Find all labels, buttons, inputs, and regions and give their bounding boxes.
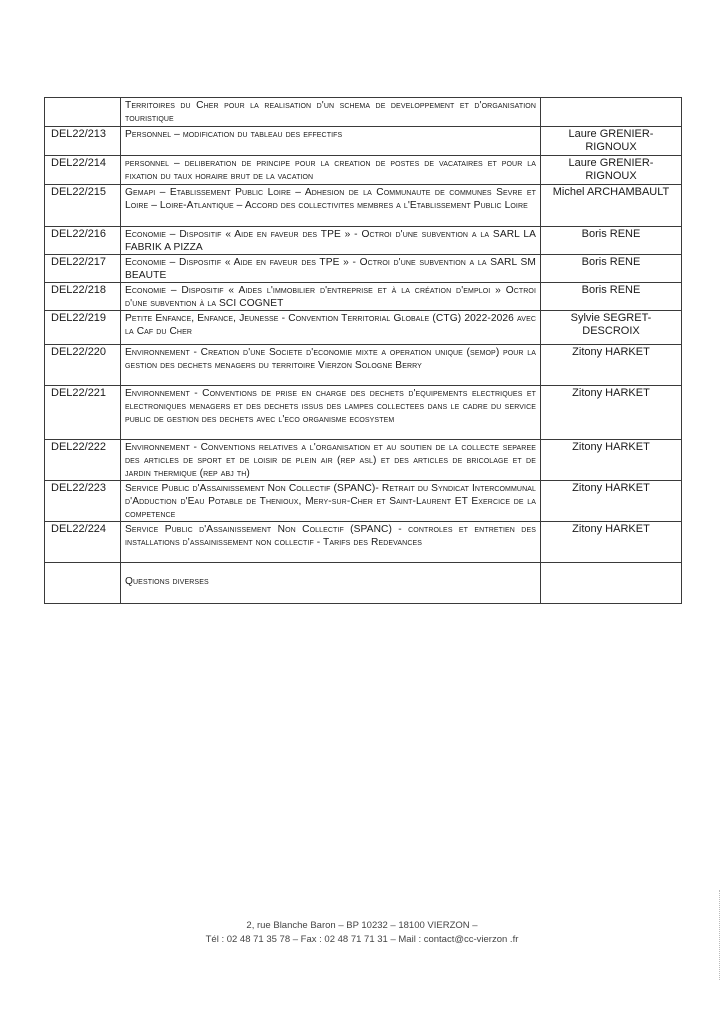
row-rapporteur: Zitony HARKET xyxy=(541,386,682,440)
row-subject: Territoires du Cher pour la realisation d'un schema de developpement et d'organisation touristique xyxy=(121,98,541,127)
row-reference xyxy=(45,98,121,127)
footer-address: 2, rue Blanche Baron – BP 10232 – 18100 VIERZON – xyxy=(246,920,478,931)
table-row xyxy=(45,255,682,283)
row-subject: Gemapi – Etablissement Public Loire – Adhesion de la Communaute de communes Sevre et Loire – Loire-Atlantique – Accord des collectivites membres a l'Etablissement Public Loire xyxy=(121,185,541,227)
row-reference: DEL22/222 xyxy=(45,440,121,481)
row-reference: DEL22/218 xyxy=(45,283,121,311)
row-subject: Environnement - Creation d'une Societe d'economie mixte a operation unique (semop) pour la gestion des dechets menagers du territoire Vierzon Sologne Berry xyxy=(121,345,541,386)
table-row xyxy=(45,345,682,386)
row-rapporteur xyxy=(541,563,682,604)
row-reference: DEL22/223 xyxy=(45,481,121,522)
row-reference xyxy=(45,563,121,604)
row-subject: Environnement - Conventions relatives a l'organisation et au soutien de la collecte separee des articles de sport et de loisir de plein air (rep asl) et des articles de bricolage et de jardin thermique (rep abj th) xyxy=(121,440,541,481)
row-subject: Economie – Dispositif « Aide en faveur des TPE » - Octroi d'une subvention a la SARL LA FABRIK A PIZZA xyxy=(121,227,541,255)
row-subject: Personnel – modification du tableau des effectifs xyxy=(121,127,541,156)
row-subject: Economie – Dispositif « Aides l'immobilier d'entreprise et à la création d'emploi » Octroi d'une subvention à la SCI COGNET xyxy=(121,283,541,311)
row-reference: DEL22/217 xyxy=(45,255,121,283)
row-subject: Questions diverses xyxy=(121,563,541,604)
row-rapporteur: Laure GRENIER-RIGNOUX xyxy=(541,127,682,156)
table-row xyxy=(45,227,682,255)
row-reference: DEL22/220 xyxy=(45,345,121,386)
agenda-table xyxy=(44,97,682,604)
row-reference: DEL22/214 xyxy=(45,156,121,185)
row-subject: Service Public d'Assainissement Non Collectif (SPANC)- Retrait du Syndicat Intercommunal d'Adduction d'Eau Potable de Thenioux, Mery-sur-Cher et Saint-Laurent ET Exercice de la competence xyxy=(121,481,541,522)
table-row xyxy=(45,481,682,522)
row-rapporteur: Boris RENE xyxy=(541,283,682,311)
row-rapporteur: Boris RENE xyxy=(541,255,682,283)
table-row xyxy=(45,98,682,127)
row-rapporteur xyxy=(541,98,682,127)
row-rapporteur: Boris RENE xyxy=(541,227,682,255)
row-subject: Economie – Dispositif « Aide en faveur des TPE » - Octroi d'une subvention a la SARL SM BEAUTE xyxy=(121,255,541,283)
table-row xyxy=(45,563,682,604)
table-row xyxy=(45,386,682,440)
row-rapporteur: Michel ARCHAMBAULT xyxy=(541,185,682,227)
row-subject: Service Public d'Assainissement Non Collectif (SPANC) - controles et entretien des installations d'assainissement non collectif - Tarifs des Redevances xyxy=(121,522,541,563)
row-reference: DEL22/216 xyxy=(45,227,121,255)
row-subject: personnel – deliberation de principe pour la creation de postes de vacataires et pour la fixation du taux horaire brut de la vacation xyxy=(121,156,541,185)
table-row xyxy=(45,127,682,156)
agenda-table-body xyxy=(45,98,682,604)
footer-contact: Tél : 02 48 71 35 78 – Fax : 02 48 71 71 31 – Mail : contact@cc-vierzon .fr xyxy=(205,934,519,945)
row-reference: DEL22/215 xyxy=(45,185,121,227)
table-row xyxy=(45,156,682,185)
table-row xyxy=(45,440,682,481)
row-subject: Environnement - Conventions de prise en charge des dechets d'equipements electriques et electroniques menagers et des dechets issus des lampes collectees dans le cadre du service public de gestion des dechets avec l'eco organisme ecosystem xyxy=(121,386,541,440)
row-rapporteur: Zitony HARKET xyxy=(541,522,682,563)
row-reference: DEL22/224 xyxy=(45,522,121,563)
table-row xyxy=(45,311,682,345)
row-rapporteur: Sylvie SEGRET-DESCROIX xyxy=(541,311,682,345)
scan-edge-marks xyxy=(717,890,720,980)
table-row xyxy=(45,185,682,227)
row-rapporteur: Laure GRENIER-RIGNOUX xyxy=(541,156,682,185)
table-row xyxy=(45,283,682,311)
row-reference: DEL22/213 xyxy=(45,127,121,156)
row-rapporteur: Zitony HARKET xyxy=(541,481,682,522)
row-rapporteur: Zitony HARKET xyxy=(541,345,682,386)
page-footer xyxy=(0,919,724,947)
row-subject: Petite Enfance, Enfance, Jeunesse - Convention Territorial Globale (CTG) 2022-2026 avec la Caf du Cher xyxy=(121,311,541,345)
row-reference: DEL22/219 xyxy=(45,311,121,345)
row-rapporteur: Zitony HARKET xyxy=(541,440,682,481)
table-row xyxy=(45,522,682,563)
row-reference: DEL22/221 xyxy=(45,386,121,440)
